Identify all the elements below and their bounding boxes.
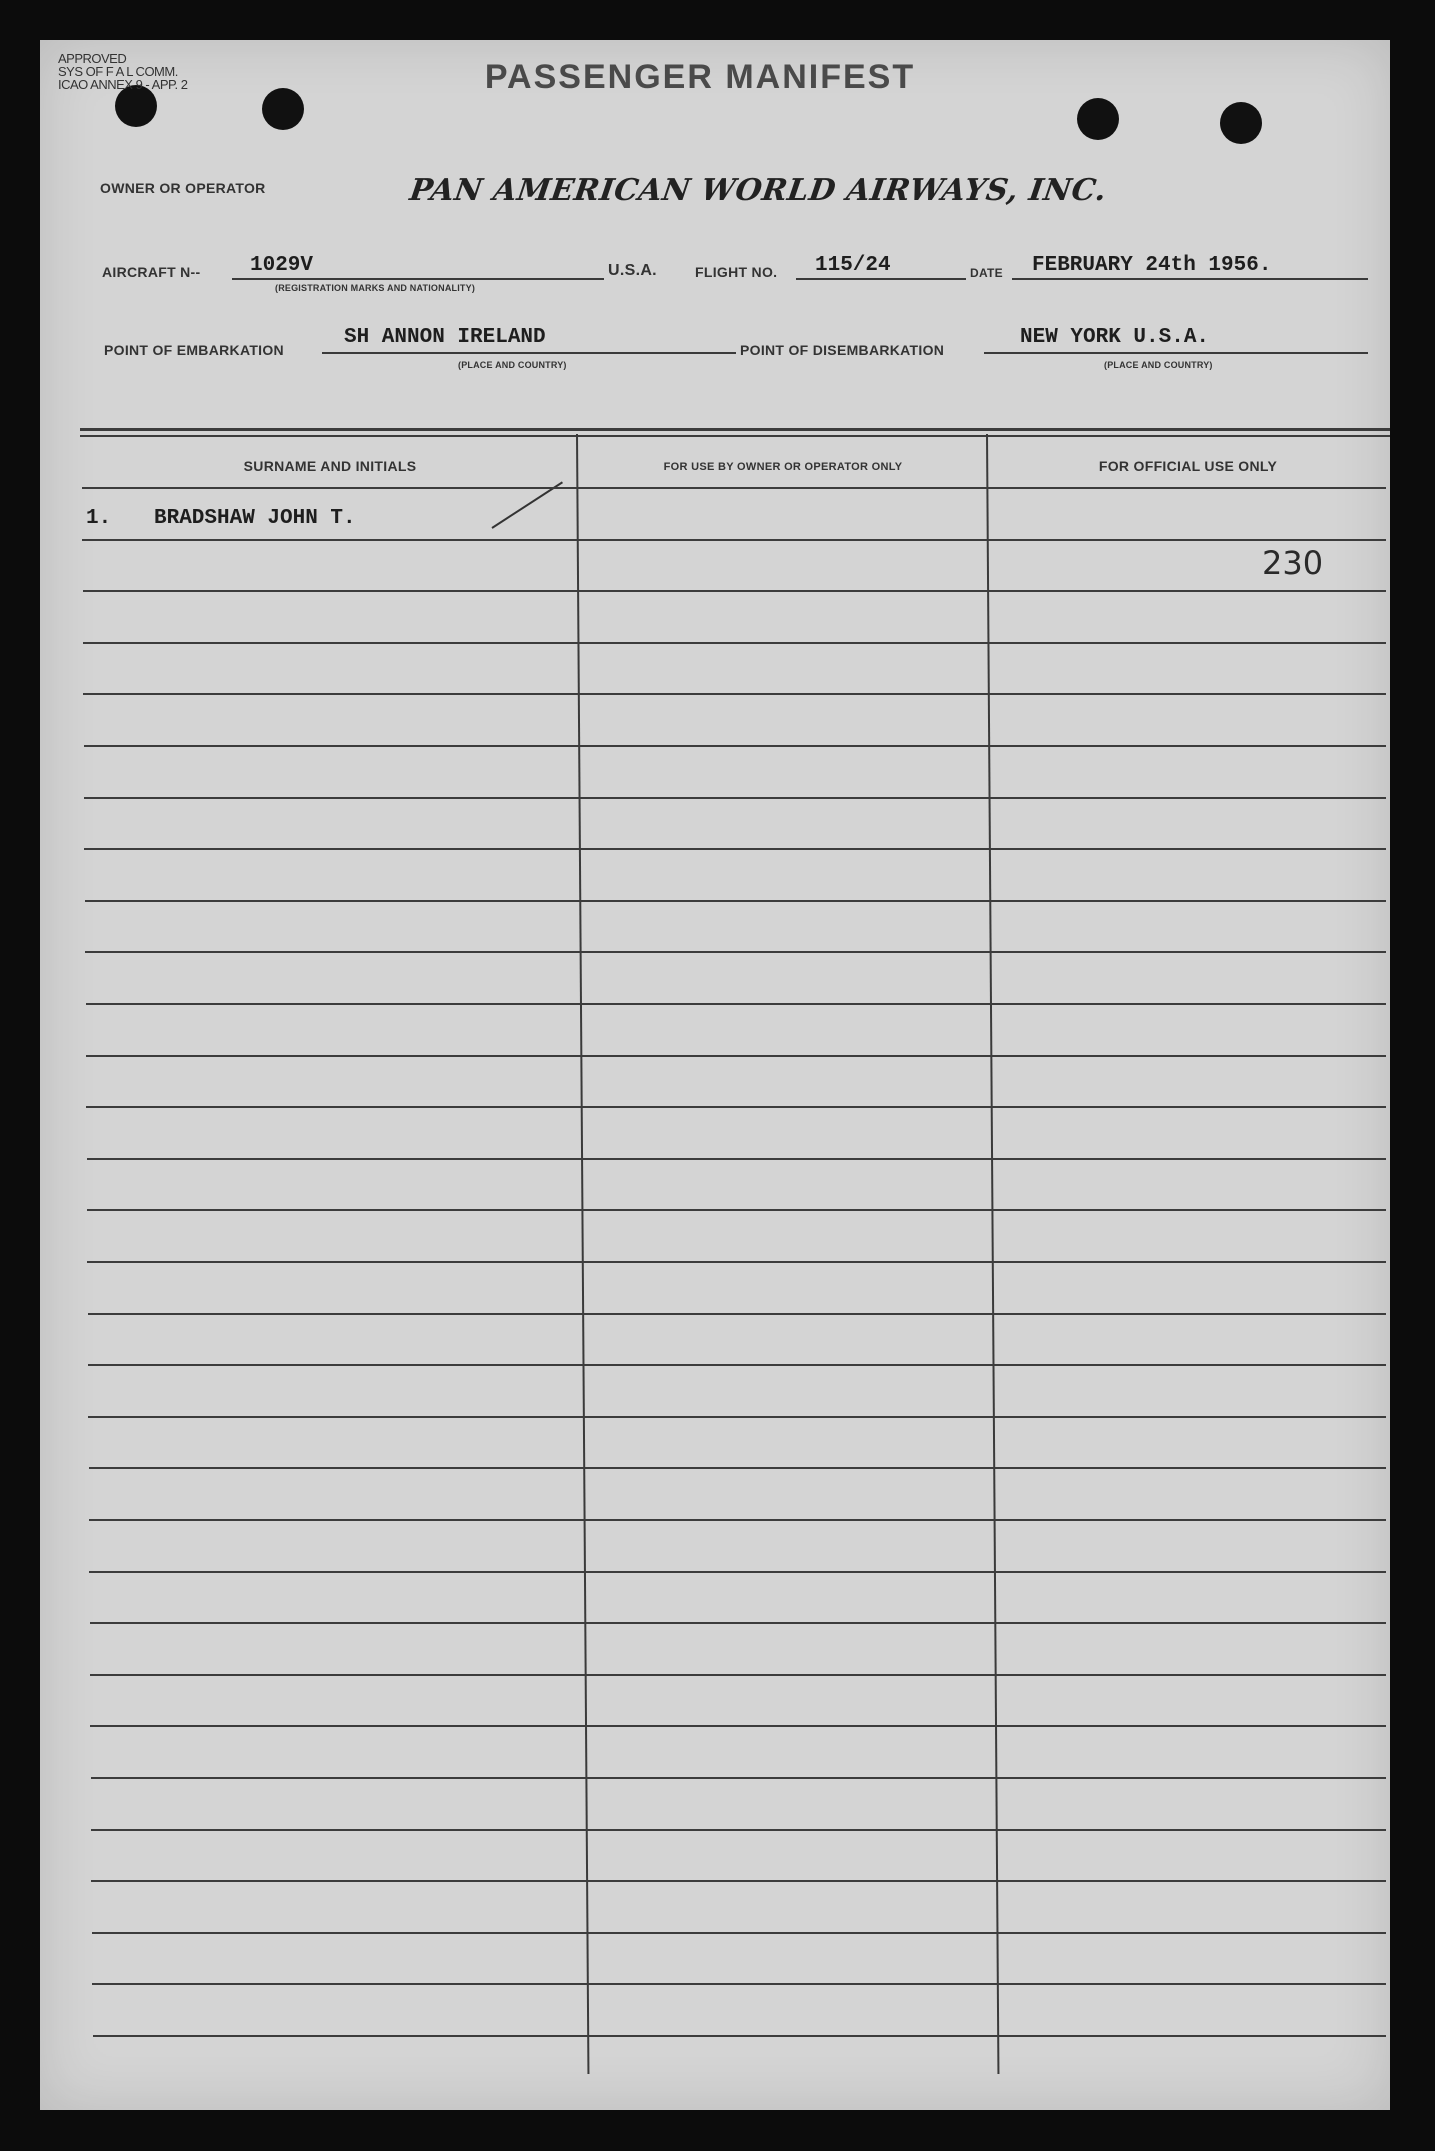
embark-value: SH ANNON IRELAND — [344, 326, 546, 349]
stamped-number: 230 — [1262, 544, 1324, 582]
table-top-rule — [80, 428, 1390, 431]
date-label: DATE — [970, 266, 1003, 280]
operator-name: PAN AMERICAN WORLD AIRWAYS, INC. — [407, 173, 1109, 208]
disembark-sublabel: (PLACE AND COUNTRY) — [1104, 360, 1213, 370]
aircraft-sublabel: (REGISTRATION MARKS AND NATIONALITY) — [275, 283, 476, 293]
flight-value: 115/24 — [815, 254, 891, 277]
table-row-line — [84, 797, 1386, 799]
table-row-line — [88, 1364, 1386, 1366]
table-row-line — [83, 693, 1386, 695]
approval-line: APPROVED — [58, 51, 127, 66]
table-row-line — [84, 848, 1386, 850]
table-row-line — [86, 1055, 1386, 1057]
table-row-line — [87, 1158, 1386, 1160]
table-row-line — [85, 900, 1386, 902]
owner-label: OWNER OR OPERATOR — [100, 180, 266, 196]
aircraft-label: AIRCRAFT N-- — [102, 264, 201, 280]
table-row-line — [85, 951, 1386, 953]
embark-rule — [322, 352, 736, 354]
table-row-line — [82, 487, 1386, 489]
table-row-line — [83, 642, 1386, 644]
date-value: FEBRUARY 24th 1956. — [1032, 254, 1272, 277]
table-row-line — [91, 1880, 1386, 1882]
approval-line: SYS OF F A L COMM. — [58, 64, 178, 79]
table-row-line — [86, 1106, 1386, 1108]
usa-label: U.S.A. — [608, 262, 657, 279]
table-top-rule — [80, 435, 1390, 437]
punch-hole-icon — [1077, 98, 1119, 140]
table-row-line — [91, 1777, 1386, 1779]
table-row-line — [91, 1829, 1386, 1831]
disembark-value: NEW YORK U.S.A. — [1020, 326, 1210, 349]
embark-sublabel: (PLACE AND COUNTRY) — [458, 360, 567, 370]
table-row-line — [89, 1467, 1386, 1469]
table-row-line — [82, 539, 1386, 541]
table-row-line — [92, 1932, 1386, 1934]
col-header-official: FOR OFFICIAL USE ONLY — [1098, 458, 1278, 474]
table-row-line — [89, 1571, 1386, 1573]
table-row-line — [83, 590, 1386, 592]
table-row-line — [90, 1674, 1386, 1676]
table-row-line — [88, 1313, 1386, 1315]
form-title: PASSENGER MANIFEST — [484, 58, 916, 96]
table-row-line — [90, 1725, 1386, 1727]
table-row-line — [89, 1519, 1386, 1521]
table-row-line — [86, 1003, 1386, 1005]
punch-hole-icon — [1220, 102, 1262, 144]
table-row-line — [93, 2035, 1386, 2037]
embark-label: POINT OF EMBARKATION — [104, 342, 284, 358]
passenger-row-number: 1. — [86, 507, 112, 530]
disembark-rule — [984, 352, 1368, 354]
flight-label: FLIGHT NO. — [695, 264, 778, 280]
table-row-line — [90, 1622, 1386, 1624]
aircraft-value: 1029V — [250, 254, 314, 277]
approval-line: ICAO ANNEX 9 - APP. 2 — [58, 77, 188, 92]
col-header-surname: SURNAME AND INITIALS — [243, 458, 417, 474]
date-rule — [1012, 278, 1368, 280]
passenger-name: BRADSHAW JOHN T. — [154, 507, 356, 530]
table-row-line — [87, 1261, 1386, 1263]
aircraft-rule — [232, 278, 604, 280]
disembark-label: POINT OF DISEMBARKATION — [740, 342, 945, 358]
flight-rule — [796, 278, 966, 280]
table-row-line — [88, 1416, 1386, 1418]
table-row-line — [84, 745, 1386, 747]
table-row-line — [87, 1209, 1386, 1211]
col-header-operator: FOR USE BY OWNER OR OPERATOR ONLY — [663, 461, 903, 473]
table-row-line — [92, 1983, 1386, 1985]
